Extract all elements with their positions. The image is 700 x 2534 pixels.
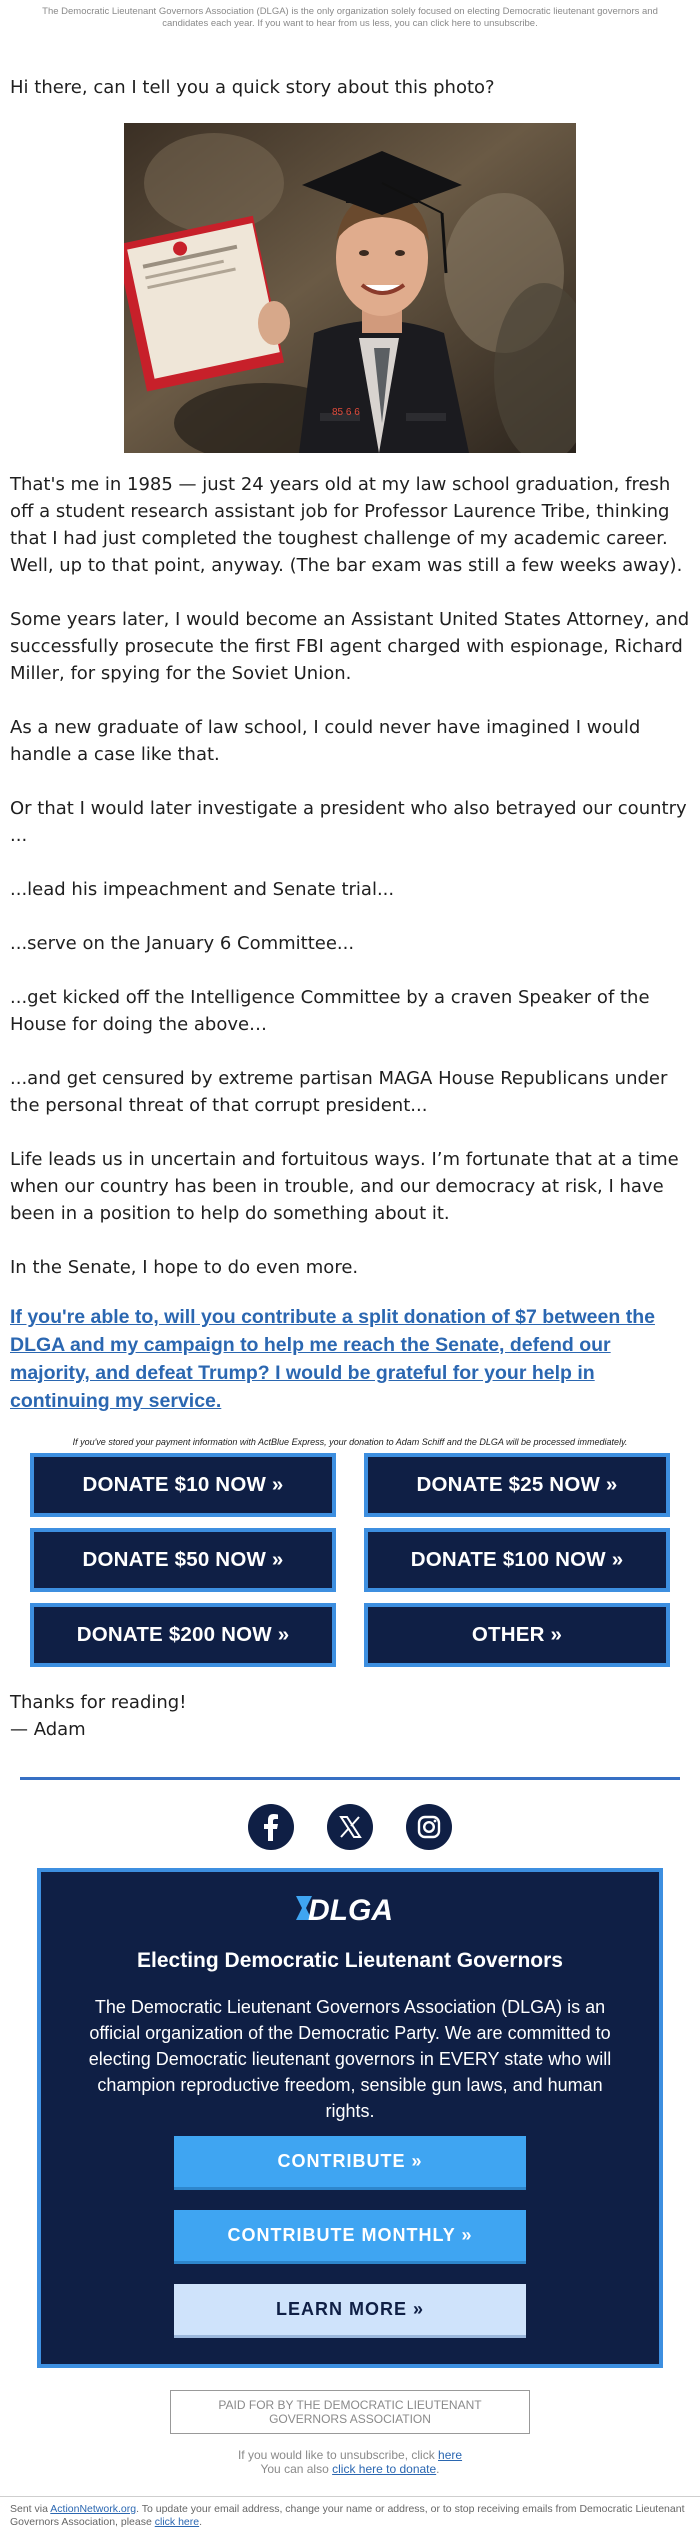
donation-cta-link[interactable]: If you're able to, will you contribute a split donation of $7 between the DLGA and my campaign to help me reach the Senate, defend our majority, and defeat Trump? I would be grateful for your help in continuing my service. bbox=[10, 1306, 655, 1412]
greeting: Hi there, can I tell you a quick story about this photo? bbox=[10, 77, 495, 98]
paragraph-prosecutor: Some years later, I would become an Assistant United States Attorney, and successfully prosecute the first FBI agent charged with espionage, Richard Miller, for spying for the Soviet Union. bbox=[10, 609, 690, 684]
donate-prefix: You can also bbox=[260, 2462, 333, 2476]
paid-for-disclaimer: PAID FOR BY THE DEMOCRATIC LIEUTENANT GOVERNORS ASSOCIATION bbox=[170, 2390, 530, 2434]
paragraph-jan6: ...serve on the January 6 Committee... bbox=[10, 933, 355, 954]
paragraph-impeachment: ...lead his impeachment and Senate trial... bbox=[10, 879, 395, 900]
donate-button-grid bbox=[30, 1453, 670, 1667]
contribute-monthly-button[interactable]: CONTRIBUTE MONTHLY » bbox=[174, 2210, 526, 2264]
donate-25-button[interactable]: DONATE $25 NOW » bbox=[364, 1453, 670, 1517]
paragraph-graduation: That's me in 1985 — just 24 years old at my law school graduation, fresh off a student research assistant job for Professor Laurence Tribe, thinking that I had just completed the toughest challenge of my academic career. Well, up to that point, anyway. (The bar exam was still a few weeks away). bbox=[10, 474, 683, 576]
donate-10-button[interactable]: DONATE $10 NOW » bbox=[30, 1453, 336, 1517]
signoff-thanks: Thanks for reading! bbox=[10, 1692, 187, 1713]
donate-other-button[interactable]: OTHER » bbox=[364, 1603, 670, 1667]
donate-50-button[interactable]: DONATE $50 NOW » bbox=[30, 1528, 336, 1592]
footer-prefix: Sent via bbox=[10, 2503, 51, 2515]
paragraph-investigate: Or that I would later investigate a president who also betrayed our country ... bbox=[10, 798, 687, 846]
dlga-heading: Electing Democratic Lieutenant Governors bbox=[137, 1949, 563, 1972]
actionnetwork-link[interactable]: ActionNetwork.org bbox=[50, 2503, 137, 2515]
x-icon[interactable] bbox=[327, 1804, 373, 1850]
preheader-text: The Democratic Lieutenant Governors Association (DLGA) is the only organization solely focused on electing Democratic lieutenant governors and candidates each year. If you want to hear from us less, you can click here to unsubscribe. bbox=[42, 6, 658, 29]
click-to-donate-link[interactable]: click here to donate bbox=[332, 2462, 437, 2476]
graduation-photo bbox=[124, 123, 576, 453]
signoff bbox=[0, 1689, 700, 1743]
section-divider bbox=[20, 1777, 680, 1780]
manage-subscription-link[interactable]: click here bbox=[154, 2516, 200, 2528]
unsubscribe-link[interactable]: here bbox=[438, 2448, 463, 2462]
paragraph-never-imagined: As a new graduate of law school, I could never have imagined I would handle a case like that. bbox=[10, 717, 641, 765]
paragraph-censured: ...and get censured by extreme partisan MAGA House Republicans under the personal threat of that corrupt president... bbox=[10, 1068, 668, 1116]
footer-suffix: . bbox=[199, 2516, 203, 2528]
unsubscribe-prefix: If you would like to unsubscribe, click bbox=[237, 2448, 439, 2462]
paragraph-intelligence: ...get kicked off the Intelligence Committee by a craven Speaker of the House for doing the above… bbox=[10, 987, 650, 1035]
donate-100-button[interactable]: DONATE $100 NOW » bbox=[364, 1528, 670, 1592]
footer-text bbox=[0, 2497, 700, 2529]
social-links bbox=[248, 1804, 452, 1850]
facebook-icon[interactable] bbox=[248, 1804, 294, 1850]
unsubscribe-section bbox=[0, 2448, 700, 2476]
gown-digits: 85 6 6 bbox=[332, 407, 360, 418]
actblue-note: If you've stored your payment information with ActBlue Express, your donation to Adam Schiff and the DLGA will be processed immediately. bbox=[72, 1437, 628, 1447]
donate-200-button[interactable]: DONATE $200 NOW » bbox=[30, 1603, 336, 1667]
paragraph-life: Life leads us in uncertain and fortuitous ways. I’m fortunate that at a time when our country has been in trouble, and our democracy at risk, I have been in a position to help do something about it. bbox=[10, 1149, 679, 1224]
contribute-button[interactable]: CONTRIBUTE » bbox=[174, 2136, 526, 2190]
dlga-logo-text: DLGA bbox=[308, 1894, 393, 1926]
dlga-logo[interactable] bbox=[290, 1890, 410, 1926]
instagram-icon[interactable] bbox=[406, 1804, 452, 1850]
signoff-name: — Adam bbox=[10, 1719, 86, 1740]
learn-more-button[interactable]: LEARN MORE » bbox=[174, 2284, 526, 2338]
footer-middle: . To update your email address, change your name or address, or to stop receiving emails from Democratic Lieutenant Governors Association, please bbox=[10, 2503, 685, 2528]
dlga-description: The Democratic Lieutenant Governors Association (DLGA) is an official organization of the Democratic Party. We are committed to electing Democratic lieutenant governors in EVERY state who will champion reproductive freedom, sensible gun laws, and human rights. bbox=[88, 1997, 612, 2121]
donate-suffix: . bbox=[436, 2462, 440, 2476]
paragraph-senate: In the Senate, I hope to do even more. bbox=[10, 1257, 359, 1278]
email-body bbox=[0, 74, 700, 1281]
dlga-info-box bbox=[37, 1868, 663, 2368]
